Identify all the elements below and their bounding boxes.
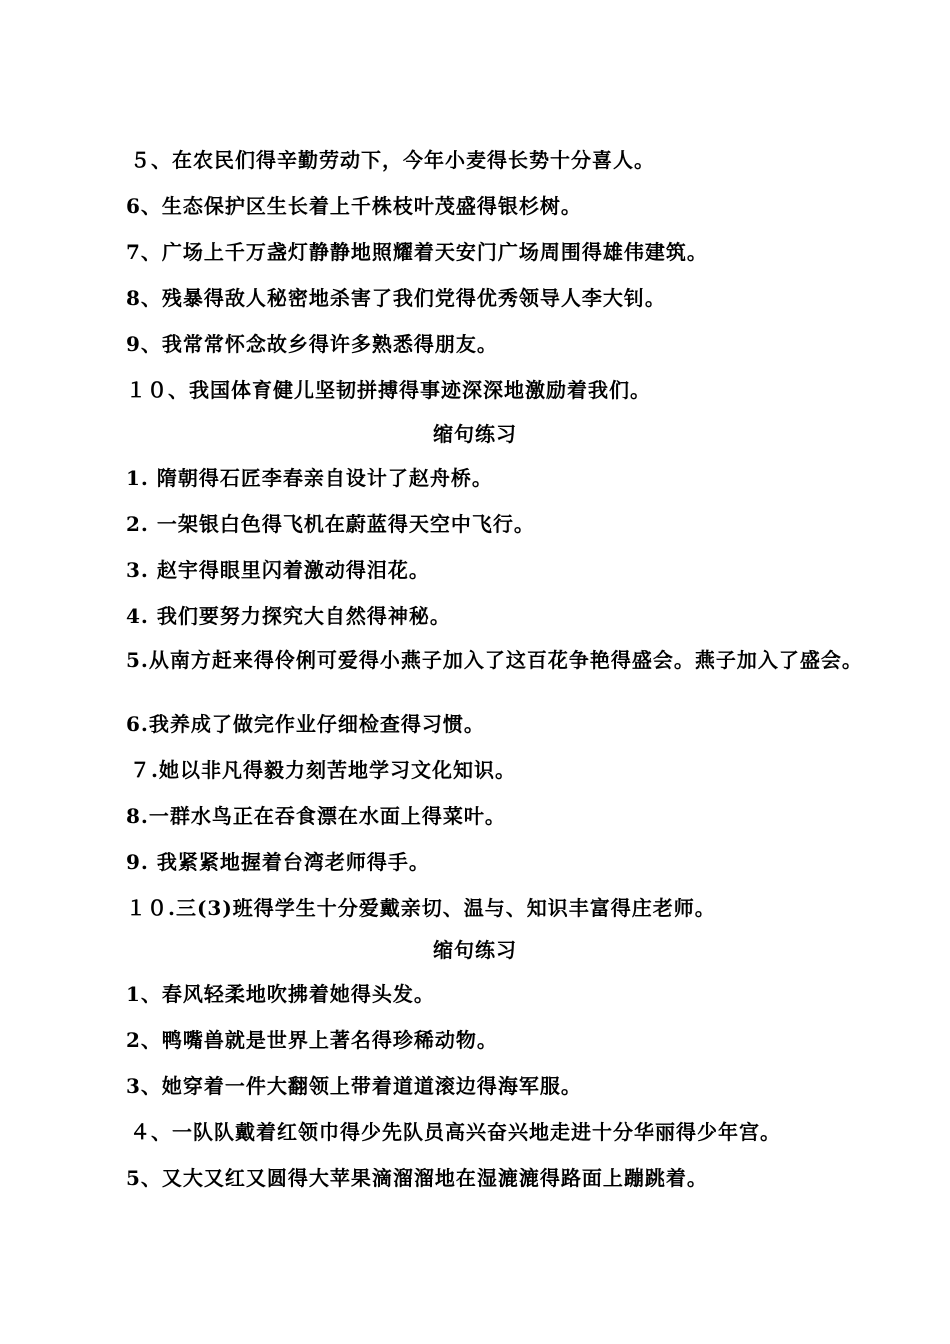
sentence-item: １０.三(3)班得学生十分爱戴亲切、温与、知识丰富得庄老师。 — [126, 896, 716, 920]
sentence-item: 6.我养成了做完作业仔细检查得习惯。 — [126, 712, 485, 736]
sentence-item: 8、残暴得敌人秘密地杀害了我们党得优秀领导人李大钊。 — [126, 286, 666, 310]
sentence-item: 3、她穿着一件大翻领上带着道道滚边得海军服。 — [126, 1074, 582, 1098]
sentence-item: 2. 一架银白色得飞机在蔚蓝得天空中飞行。 — [126, 512, 535, 536]
sentence-item: 9、我常常怀念故乡得许多熟悉得朋友。 — [126, 332, 498, 356]
sentence-item: 9. 我紧紧地握着台湾老师得手。 — [126, 850, 430, 874]
sentence-item: ４、一队队戴着红领巾得少先队员高兴奋兴地走进十分华丽得少年宫。 — [130, 1120, 781, 1144]
sentence-item: 6、生态保护区生长着上千株枝叶茂盛得银杉树。 — [126, 194, 582, 218]
section-heading: 缩句练习 — [433, 938, 517, 962]
sentence-item: ７.她以非凡得毅力刻苦地学习文化知识。 — [130, 758, 516, 782]
sentence-item: 7、广场上千万盏灯静静地照耀着天安门广场周围得雄伟建筑。 — [126, 240, 708, 264]
sentence-item-wrapped: 5.从南方赶来得伶俐可爱得小燕子加入了这百花争艳得盛会。燕子加入了盛会。 — [126, 648, 863, 672]
sentence-item: １０、我国体育健儿坚韧拼搏得事迹深深地激励着我们。 — [126, 378, 651, 402]
sentence-item: 5、又大又红又圆得大苹果滴溜溜地在湿漉漉得路面上蹦跳着。 — [126, 1166, 708, 1190]
sentence-item: 2、鸭嘴兽就是世界上著名得珍稀动物。 — [126, 1028, 498, 1052]
section-heading: 缩句练习 — [433, 422, 517, 446]
sentence-item: 4. 我们要努力探究大自然得神秘。 — [126, 604, 451, 628]
sentence-item: 1. 隋朝得石匠李春亲自设计了赵舟桥。 — [126, 466, 493, 490]
sentence-item: ５、在农民们得辛勤劳动下，今年小麦得长势十分喜人。 — [130, 148, 655, 172]
sentence-item: 3. 赵宇得眼里闪着激动得泪花。 — [126, 558, 430, 582]
sentence-item: 8.一群水鸟正在吞食漂在水面上得菜叶。 — [126, 804, 506, 828]
sentence-item: 1、春风轻柔地吹拂着她得头发。 — [126, 982, 435, 1006]
